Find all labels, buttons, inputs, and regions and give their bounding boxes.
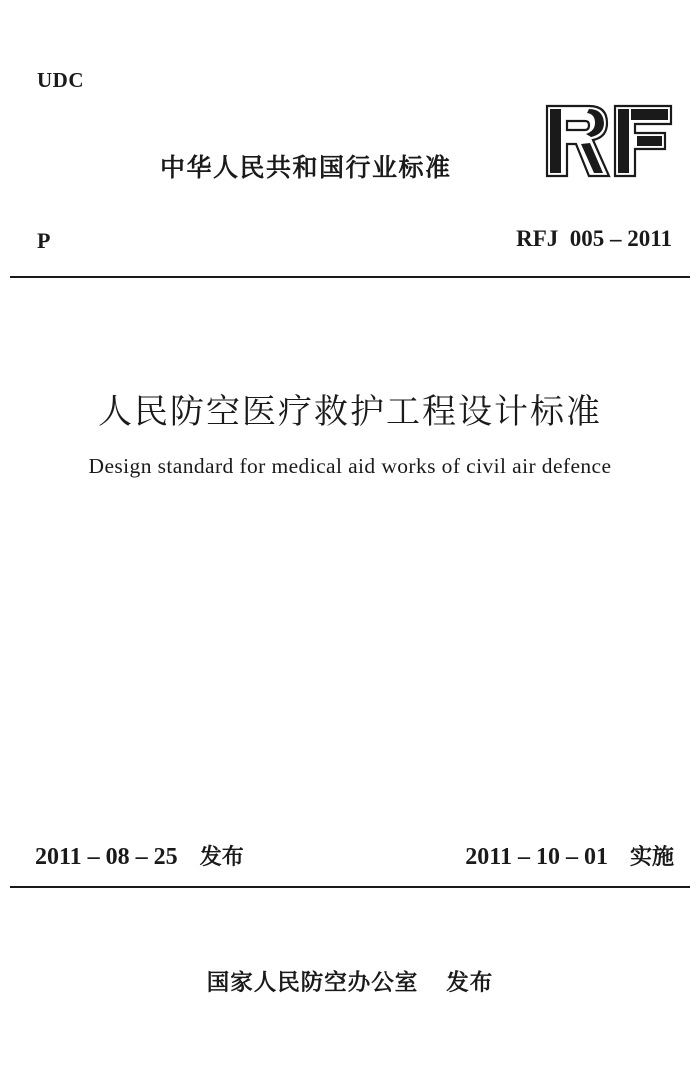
classification-code: P <box>37 228 51 253</box>
rf-logo <box>545 104 673 178</box>
implement-date-block <box>465 840 674 871</box>
bottom-divider <box>10 886 690 888</box>
issue-date: 2011 – 08 – 25 <box>35 844 178 870</box>
publisher-name: 国家人民防空办公室 <box>206 970 419 996</box>
publisher-line <box>0 965 700 997</box>
publisher-label: 发布 <box>446 970 494 996</box>
standard-category: 中华人民共和国行业标准 <box>160 153 452 182</box>
standard-number: RFJ 005 – 2011 <box>516 226 672 251</box>
udc-label: UDC <box>37 68 84 92</box>
top-divider <box>10 276 690 278</box>
issue-label: 发布 <box>199 845 244 870</box>
implement-label: 实施 <box>629 845 674 870</box>
implement-date: 2011 – 10 – 01 <box>465 844 608 870</box>
title-chinese: 人民防空医疗救护工程设计标准 <box>98 392 602 432</box>
issue-date-block <box>35 840 244 871</box>
title-english: Design standard for medical aid works of civil air defence <box>88 454 612 478</box>
